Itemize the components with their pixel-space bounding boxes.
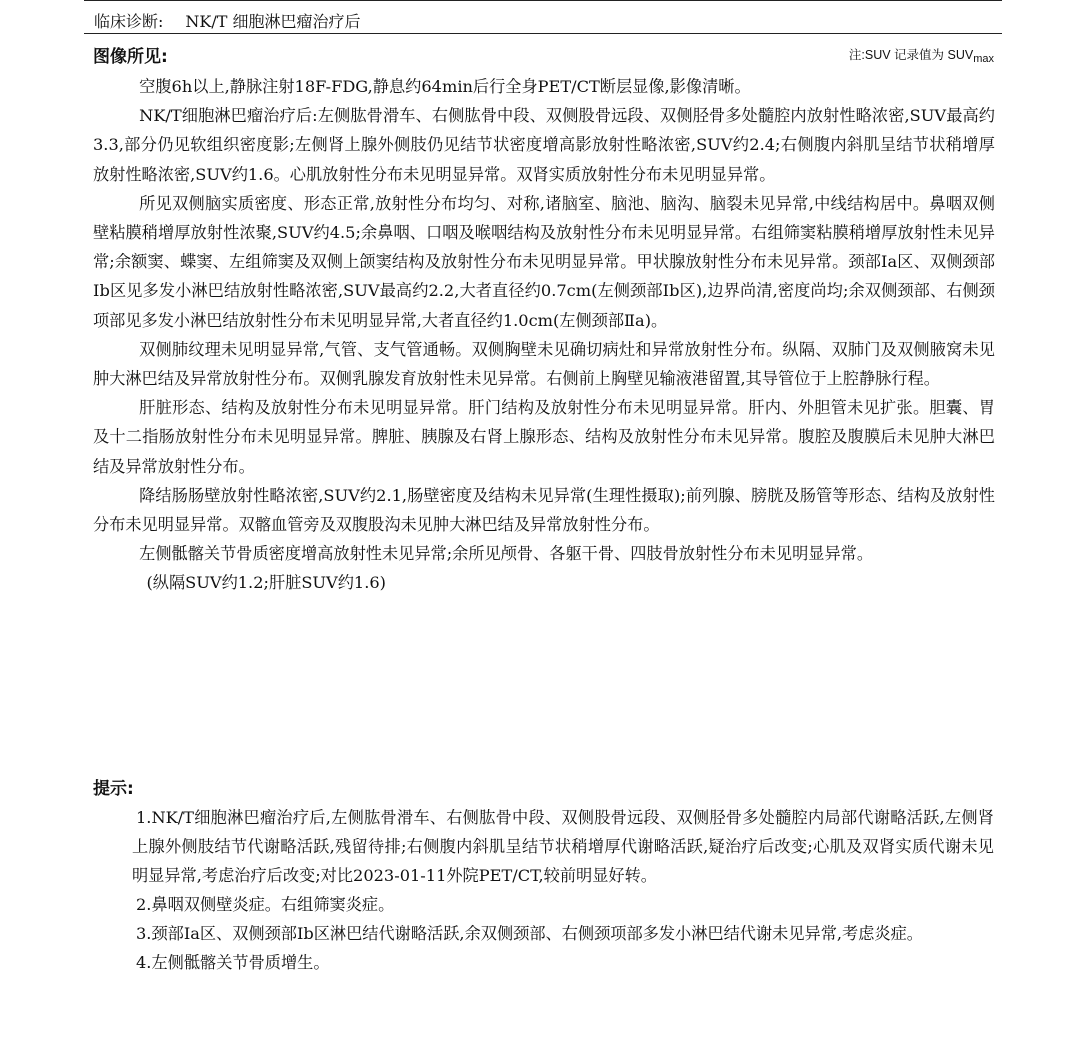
- tip-item: 3.颈部Ⅰa区、双侧颈部Ⅰb区淋巴结代谢略活跃,余双侧颈部、右侧颈项部多发小淋巴结代谢未见异常,考虑炎症。: [136, 924, 923, 943]
- diagnosis-value: NK/T 细胞淋巴瘤治疗后: [185, 12, 361, 31]
- findings-paragraph: 所见双侧脑实质密度、形态正常,放射性分布均匀、对称,诸脑室、脑池、脑沟、脑裂未见异常,中线结构居中。鼻咽双侧壁粘膜稍增厚放射性浓聚,SUV约4.5;余鼻咽、口咽及喉咽结构及放射性分布未见明显异常。右组筛窦粘膜稍增厚放射性未见异常;余额窦、蝶窦、左组筛窦及双侧上颌窦结构及放射性分布未见明显异常。甲状腺放射性分布未见异常。颈部Ⅰa区、双侧颈部Ⅰb区见多发小淋巴结放射性略浓密,SUV最高约2.2,大者直径约0.7cm(左侧颈部Ⅰb区),边界尚清,密度尚均;余双侧颈部、右侧颈项部见多发小淋巴结放射性分布未见明显异常,大者直径约1.0cm(左侧颈部Ⅱa)。: [93, 193, 995, 330]
- findings-paragraph: NK/T细胞淋巴瘤治疗后:左侧肱骨滑车、右侧肱骨中段、双侧股骨远段、双侧胫骨多处髓腔内放射性略浓密,SUV最高约3.3,部分仍见软组织密度影;左侧肾上腺外侧肢仍见结节状密度增高影放射性略浓密,SUV约2.4;右侧腹内斜肌呈结节状稍增厚放射性略浓密,SUV约1.6。心肌放射性分布未见明显异常。双肾实质放射性分布未见明显异常。: [93, 106, 995, 184]
- diagnosis-rule: [84, 33, 1002, 34]
- findings-paragraph: 空腹6h以上,静脉注射18F-FDG,静息约64min后行全身PET/CT断层显像,影像清晰。: [139, 77, 751, 96]
- findings-paragraph: 左侧骶髂关节骨质密度增高放射性未见异常;余所见颅骨、各躯干骨、四肢骨放射性分布未见明显异常。: [139, 544, 874, 564]
- findings-paragraph: 降结肠肠壁放射性略浓密,SUV约2.1,肠壁密度及结构未见异常(生理性摄取);前列腺、膀胱及肠管等形态、结构及放射性分布未见明显异常。双髂血管旁及双腹股沟未见肿大淋巴结及异常放射性分布。: [93, 485, 995, 535]
- findings-paragraph: 肝脏形态、结构及放射性分布未见明显异常。肝门结构及放射性分布未见明显异常。肝内、外胆管未见扩张。胆囊、胃及十二指肠放射性分布未见明显异常。脾脏、胰腺及右肾上腺形态、结构及放射性分布未见异常。腹腔及腹膜后未见肿大淋巴结及异常放射性分布。: [93, 398, 995, 476]
- tip-item: 1.NK/T细胞淋巴瘤治疗后,左侧肱骨滑车、右侧肱骨中段、双侧股骨远段、双侧胫骨多处髓腔内局部代谢略活跃,左侧肾上腺外侧肢结节代谢略活跃,残留待排;右侧腹内斜肌呈结节状稍增厚代谢略活跃,疑治疗后改变;心肌及双肾实质代谢未见明显异常,考虑治疗后改变;对比2023-01-11外院PET/CT,较前明显好转。: [132, 808, 994, 885]
- tip-item: 4.左侧骶髂关节骨质增生。: [136, 953, 330, 972]
- reference-values: (纵隔SUV约1.2;肝脏SUV约1.6): [146, 573, 386, 593]
- diagnosis-label: 临床诊断:: [94, 12, 164, 31]
- findings-paragraph: 双侧肺纹理未见明显异常,气管、支气管通畅。双侧胸壁未见确切病灶和异常放射性分布。纵隔、双肺门及双侧腋窝未见肿大淋巴结及异常放射性分布。双侧乳腺发育放射性未见异常。右侧前上胸壁见输液港留置,其导管位于上腔静脉行程。: [93, 339, 995, 389]
- tips-title: 提示:: [93, 779, 134, 799]
- findings-body: [93, 72, 995, 598]
- suv-note: [849, 45, 994, 65]
- tip-item: 2.鼻咽双侧壁炎症。右组筛窦炎症。: [136, 895, 395, 914]
- clinical-diagnosis: [94, 9, 361, 32]
- findings-title: 图像所见:: [93, 47, 168, 67]
- tips-body: [132, 803, 994, 977]
- suv-note-text: 注:SUV 记录值为 SUV: [848, 48, 974, 62]
- top-rule: [84, 0, 1002, 1]
- suv-note-subscript: max: [973, 53, 994, 65]
